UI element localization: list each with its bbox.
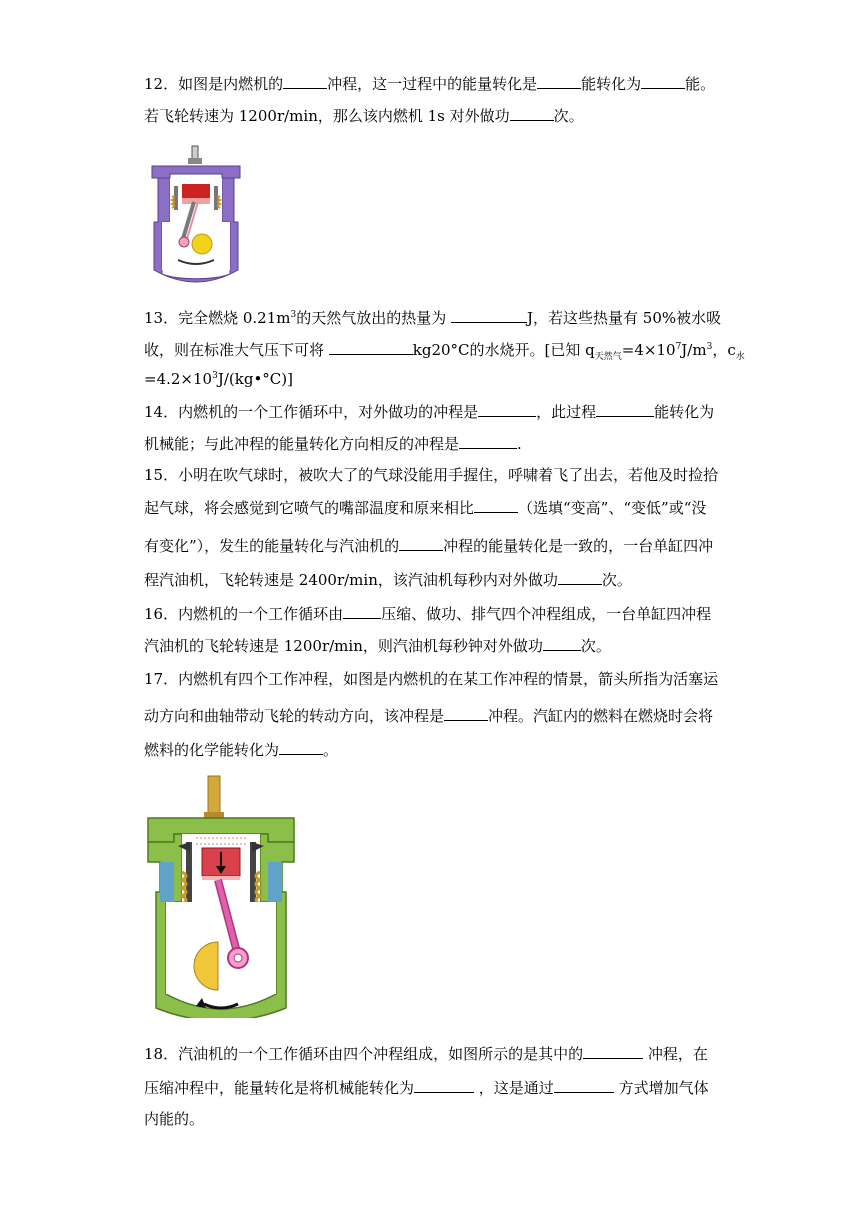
blank	[459, 432, 517, 449]
q15-text: 有变化”），发生的能量转化与汽油机的	[144, 537, 400, 555]
q16-text: 压缩、做功、排气四个冲程组成，一台单缸四冲程	[381, 605, 712, 623]
subscript: 水	[735, 352, 745, 362]
q16-text: 16．内燃机的一个工作循环由	[144, 605, 344, 623]
q12-line2	[144, 104, 584, 127]
q15-line3	[144, 534, 713, 557]
q13-text: J/m	[681, 341, 707, 359]
blank	[279, 738, 323, 755]
q12-text: 若飞轮转速为 1200r/min，那么该内燃机 1s 对外做功	[144, 107, 510, 125]
q12-text: 12．如图是内燃机的	[144, 75, 284, 93]
q15-text: （选填“变高”、“变低”或“没	[518, 499, 707, 517]
q13-text: J，若这些热量有 50%被水吸	[527, 309, 722, 327]
q16-line2	[144, 634, 611, 657]
q13-line1	[144, 306, 721, 329]
engine-diagram-2-icon	[146, 772, 296, 1018]
q15-text: 冲程的能量转化是一致的，一台单缸四冲	[443, 537, 714, 555]
q15-line2	[144, 496, 706, 519]
q15-line4	[144, 568, 632, 591]
blank	[414, 1076, 474, 1093]
q17-text: 17．内燃机有四个工作冲程，如图是内燃机的在某工作冲程的情景，箭头所指为活塞运	[144, 670, 719, 688]
q18-line1	[144, 1042, 708, 1065]
q16-line1	[144, 602, 711, 625]
q18-text: 内能的。	[144, 1110, 205, 1128]
blank	[283, 72, 327, 89]
q13-line3	[144, 368, 293, 390]
q16-text: 汽油机的飞轮转速是 1200r/min，则汽油机每秒钟对外做功	[144, 637, 543, 655]
q13-text: J/(kg•°C)]	[217, 370, 293, 388]
q14-line2	[144, 432, 522, 455]
q13-text: 13．完全燃烧 0.21m	[144, 309, 291, 327]
blank	[583, 1042, 643, 1059]
q16-text: 次。	[580, 637, 611, 655]
superscript: 3	[290, 310, 297, 320]
q14-line1	[144, 400, 714, 423]
blank	[543, 634, 581, 651]
blank	[399, 534, 443, 551]
q12-text: 能。	[685, 75, 716, 93]
blank	[451, 306, 527, 323]
q18-text: 方式增加气体	[613, 1079, 709, 1097]
q13-text: ，c	[712, 341, 736, 359]
q12-text: 冲程，这一过程中的能量转化是	[327, 75, 538, 93]
q15-text: 次。	[601, 571, 632, 589]
q18-line3	[144, 1108, 204, 1130]
q14-text: ，此过程	[536, 403, 597, 421]
q13-text: =4×10	[621, 341, 676, 359]
q15-text: 起气球，将会感觉到它喷气的嘴部温度和原来相比	[144, 499, 475, 517]
blank	[554, 1076, 614, 1093]
blank	[444, 704, 488, 721]
q13-text: 收，则在标准大气压下可将	[144, 341, 329, 359]
q17-text: 。	[323, 741, 339, 759]
q13-line2	[144, 338, 745, 361]
q17-text: 燃料的化学能转化为	[144, 741, 280, 759]
blank	[343, 602, 381, 619]
blank	[558, 568, 602, 585]
q18-text: 18．汽油机的一个工作循环由四个冲程组成，如图所示的是其中的	[144, 1045, 584, 1063]
superscript: 3	[706, 342, 713, 352]
q13-text: =4.2×10	[144, 370, 213, 388]
subscript: 天然气	[594, 352, 622, 362]
q12-line1	[144, 72, 715, 95]
q17-text: 冲程。汽缸内的燃料在燃烧时会将	[488, 707, 714, 725]
q12-text: 次。	[553, 107, 584, 125]
engine-diagram-1-icon	[148, 142, 248, 284]
blank	[537, 72, 581, 89]
q18-text: 冲程，在	[643, 1045, 708, 1063]
blank	[641, 72, 685, 89]
q13-text: 的天然气放出的热量为	[296, 309, 451, 327]
q17-line3	[144, 738, 338, 761]
q13-text: kg20°C的水烧开。[已知 q	[412, 341, 595, 359]
blank	[329, 338, 413, 355]
q15-line1	[144, 464, 718, 486]
q14-text: 机械能；与此冲程的能量转化方向相反的冲程是	[144, 435, 460, 453]
q12-text: 能转化为	[581, 75, 642, 93]
blank	[596, 400, 654, 417]
q14-text: 能转化为	[654, 403, 715, 421]
q18-text: 压缩冲程中，能量转化是将机械能转化为	[144, 1079, 415, 1097]
q14-text: 14．内燃机的一个工作循环中，对外做功的冲程是	[144, 403, 479, 421]
blank	[478, 400, 536, 417]
q17-line1	[144, 668, 718, 690]
q18-line2	[144, 1076, 709, 1099]
q14-text: .	[517, 435, 522, 453]
q17-line2	[144, 704, 713, 727]
q15-text: 15．小明在吹气球时，被吹大了的气球没能用手握住，呼啸着飞了出去，若他及时捡拾	[144, 466, 719, 484]
blank	[510, 104, 554, 121]
q17-text: 动方向和曲轴带动飞轮的转动方向，该冲程是	[144, 707, 445, 725]
q15-text: 程汽油机，飞轮转速是 2400r/min，该汽油机每秒内对外做功	[144, 571, 558, 589]
superscript: 7	[675, 342, 682, 352]
blank	[474, 496, 518, 513]
superscript: 3	[212, 371, 218, 381]
q18-text: ，这是通过	[474, 1079, 554, 1097]
